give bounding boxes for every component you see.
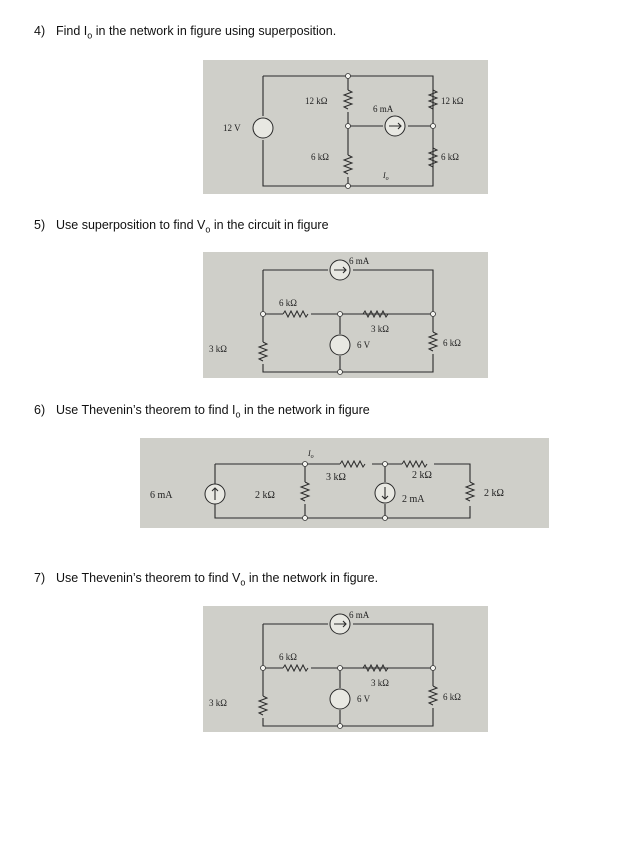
problem-5-statement xyxy=(34,218,329,235)
label-3k-horizontal: 3 kΩ xyxy=(371,678,389,688)
label-12k-left: 12 kΩ xyxy=(305,96,328,106)
label-6k-horizontal: 6 kΩ xyxy=(279,298,297,308)
problem-number: 7) xyxy=(34,571,46,585)
label-6k-vertical: 6 kΩ xyxy=(443,338,461,348)
problem-number: 4) xyxy=(34,24,46,38)
circuit-figure-4 xyxy=(203,60,488,194)
label-6v: 6 V xyxy=(357,694,371,704)
label-6v: 6 V xyxy=(357,340,371,350)
circuit-figure-5 xyxy=(203,252,488,378)
label-2ma: 2 mA xyxy=(402,494,425,505)
label-3k-vertical: 3 kΩ xyxy=(209,344,227,354)
problem-text-end: in the circuit in figure xyxy=(210,218,329,232)
label-6k-right: 6 kΩ xyxy=(441,152,459,162)
label-6ma: 6 mA xyxy=(150,490,173,501)
label-2k-horizontal: 2 kΩ xyxy=(412,470,432,481)
problem-text-end: in the network in figure using superposition. xyxy=(92,24,337,38)
label-3k: 3 kΩ xyxy=(326,472,346,483)
circuit-figure-6 xyxy=(140,438,549,528)
label-3k-horizontal: 3 kΩ xyxy=(371,324,389,334)
voltage-source-icon xyxy=(330,689,350,709)
label-io: $I_o$ xyxy=(308,449,314,460)
problem-text: Use Thevenin’s theorem to find I xyxy=(56,403,236,417)
problem-text-end: in the network in figure xyxy=(240,403,370,417)
problem-number: 6) xyxy=(34,403,46,417)
subscript: o xyxy=(205,224,211,235)
subscript: o xyxy=(87,30,93,41)
label-3k-vertical: 3 kΩ xyxy=(209,698,227,708)
problem-4-statement xyxy=(34,24,336,41)
circuit-figure-7 xyxy=(203,606,488,732)
label-12v: 12 V xyxy=(223,123,241,133)
problem-number: 5) xyxy=(34,218,46,232)
label-2k-right: 2 kΩ xyxy=(484,488,504,499)
circuit-diagram-4 xyxy=(203,60,488,194)
circuit-diagram-6 xyxy=(140,438,549,528)
label-6k-left: 6 kΩ xyxy=(311,152,329,162)
subscript: o xyxy=(240,577,246,588)
problem-text: Use superposition to find V xyxy=(56,218,206,232)
label-6ma: 6 mA xyxy=(373,104,394,114)
problem-text-end: in the network in figure. xyxy=(245,571,379,585)
label-6ma: 6 mA xyxy=(349,610,370,620)
voltage-source-icon xyxy=(253,118,273,138)
problem-text: Find I xyxy=(56,24,88,38)
circuit-diagram-7 xyxy=(203,606,488,732)
circuit-diagram-5 xyxy=(203,252,488,378)
label-io: $I_o$ xyxy=(383,171,389,182)
subscript: o xyxy=(235,409,241,420)
label-6k-horizontal: 6 kΩ xyxy=(279,652,297,662)
problem-6-statement xyxy=(34,403,370,420)
voltage-source-icon xyxy=(330,335,350,355)
label-12k-right: 12 kΩ xyxy=(441,96,464,106)
label-6k-vertical: 6 kΩ xyxy=(443,692,461,702)
problem-7-statement xyxy=(34,571,378,588)
label-2k-left: 2 kΩ xyxy=(255,490,275,501)
label-6ma: 6 mA xyxy=(349,256,370,266)
problem-text: Use Thevenin’s theorem to find V xyxy=(56,571,241,585)
